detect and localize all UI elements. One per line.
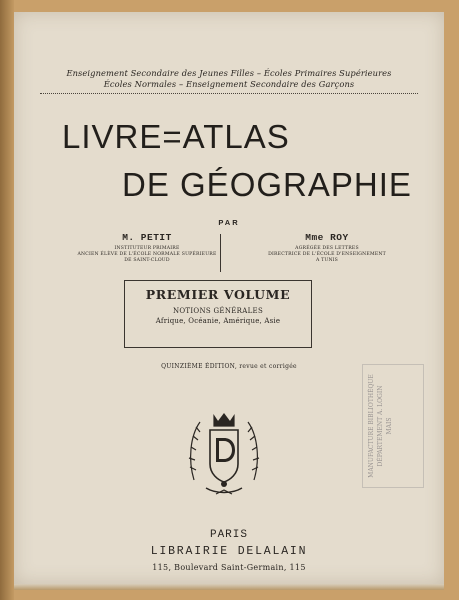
volume-regions: Afrique, Océanie, Amérique, Asie [155,317,281,325]
author-right-desc [242,246,412,264]
series-line-1: Enseignement Secondaire des Jeunes Filles – Écoles Primaires Supérieures [66,68,392,78]
publisher-address: 115, Boulevard Saint-Germain, 115 [152,563,306,572]
author-right-desc-1: AGRÉGÉE DES LETTRES [295,246,359,251]
stamp-line-3: MAIS [386,417,393,435]
title-line-1: LIVRE=ATLAS [62,118,290,155]
author-left [62,232,232,264]
title-page [14,12,444,584]
author-right-name: Mme ROY [305,232,349,243]
author-right-desc-3: A TUNIS [315,258,339,263]
author-left-name: M. PETIT [122,232,172,243]
author-separator [220,234,221,272]
series-line-2: Écoles Normales – Enseignement Secondaire des Garçons [103,79,355,89]
edition-note: QUINZIÈME ÉDITION, revue et corrigée [161,363,297,370]
publisher-emblem-icon [186,410,262,500]
by-label: PAR [218,218,240,227]
author-right [242,232,412,264]
author-right-desc-2: DIRECTRICE DE L'ÉCOLE D'ENSEIGNEMENT [268,252,386,257]
volume-subtitle: NOTIONS GÉNÉRALES [172,307,264,315]
page-edge [14,584,444,590]
author-left-desc-1: INSTITUTEUR PRIMAIRE [114,246,180,251]
library-stamp-text [362,364,424,488]
publisher-name: LIBRAIRIE DELALAIN [150,545,308,558]
stamp-line-1: MANUFACTURE BIBLIOTHÈQUE [368,374,375,478]
dotted-divider [40,93,418,94]
publication-city: PARIS [209,529,248,541]
author-left-desc [62,246,232,264]
stamp-line-2: DÉPARTEMENT A. LOGIN [377,385,384,467]
author-left-desc-2: ANCIEN ÉLÈVE DE L'ÉCOLE NORMALE SUPÉRIEURE [77,252,217,257]
library-stamp [362,364,424,488]
volume-title: PREMIER VOLUME [145,287,291,302]
author-left-desc-3: DE SAINT-CLOUD [124,258,170,263]
book-spine [0,0,14,600]
title-line-2: DE GÉOGRAPHIE [122,166,412,203]
volume-box [124,280,312,348]
